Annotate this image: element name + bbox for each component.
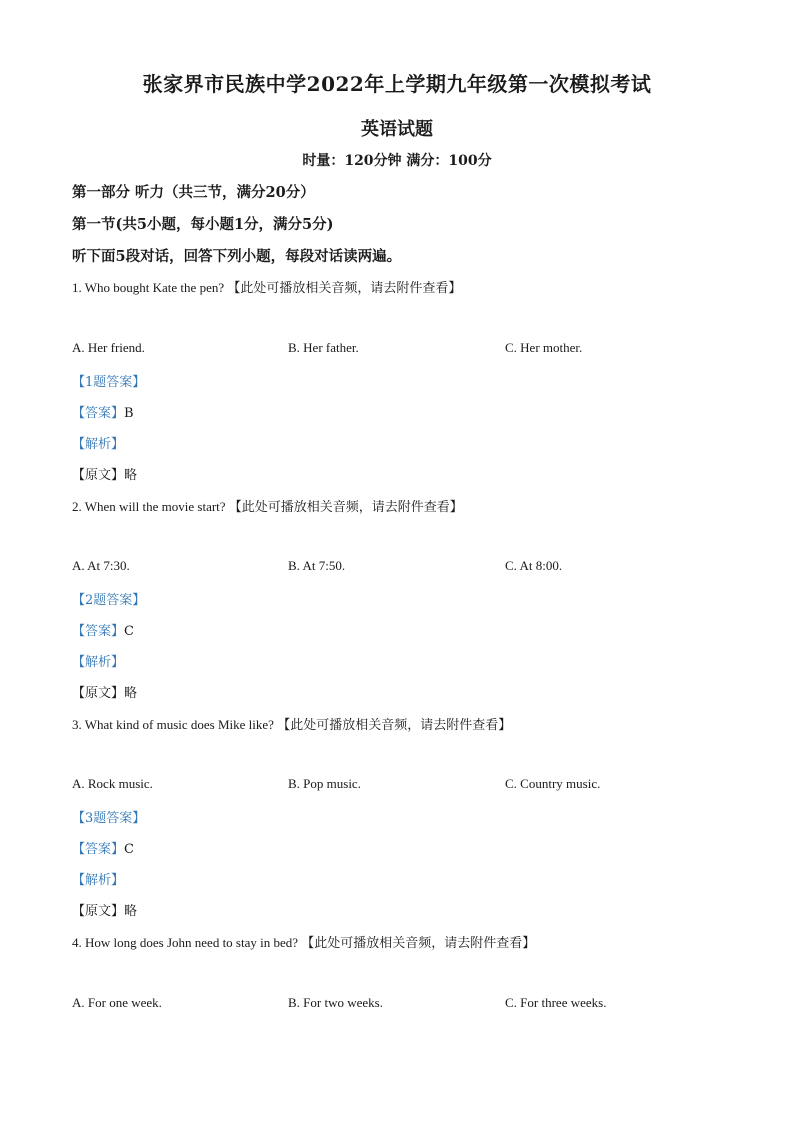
exam-title: 张家界市民族中学2022年上学期九年级第一次模拟考试 bbox=[142, 72, 652, 96]
question-2-text: 2. When will the movie start? 【此处可播放相关音频，请去附件查看】 bbox=[72, 499, 463, 514]
answer-label: 【答案】 bbox=[72, 842, 125, 857]
answer-value: B bbox=[124, 406, 134, 421]
question-3-text: 3. What kind of music does Mike like? 【此处可播放相关音频，请去附件查看】 bbox=[72, 717, 512, 732]
question-3-option-a: A. Rock music. bbox=[72, 776, 153, 791]
instruction-text: 听下面5段对话，回答下列小题，每段对话读两遍。 bbox=[72, 248, 402, 265]
question-4-text: 4. How long does John need to stay in bed? 【此处可播放相关音频，请去附件查看】 bbox=[72, 935, 536, 950]
question-1-option-c: C. Her mother. bbox=[505, 340, 583, 355]
question-4-option-a: A. For one week. bbox=[72, 995, 162, 1010]
question-1-original bbox=[72, 464, 137, 483]
question-2-analysis-label: 【解析】 bbox=[72, 655, 125, 670]
question-4-option-b: B. For two weeks. bbox=[288, 995, 383, 1010]
section-heading: 第一节(共5小题，每小题1分，满分5分) bbox=[72, 216, 334, 233]
question-3-option-c: C. Country music. bbox=[505, 776, 601, 791]
question-1-answer bbox=[72, 402, 134, 421]
question-3-analysis-label: 【解析】 bbox=[72, 873, 125, 888]
question-2-answer bbox=[72, 620, 134, 639]
original-value: 略 bbox=[124, 686, 138, 701]
question-3-answer bbox=[72, 838, 134, 857]
question-1-text: 1. Who bought Kate the pen? 【此处可播放相关音频，请去附件查看】 bbox=[72, 280, 462, 295]
question-4-option-c: C. For three weeks. bbox=[505, 995, 607, 1010]
exam-subtitle: 英语试题 bbox=[361, 119, 433, 140]
original-label: 【原文】 bbox=[72, 686, 125, 701]
question-2-answer-heading: 【2题答案】 bbox=[72, 593, 146, 608]
question-1-option-a: A. Her friend. bbox=[72, 340, 145, 355]
question-3-option-b: B. Pop music. bbox=[288, 776, 361, 791]
question-2-option-c: C. At 8:00. bbox=[505, 558, 563, 573]
original-value: 略 bbox=[124, 904, 138, 919]
question-2-option-b: B. At 7:50. bbox=[288, 558, 346, 573]
answer-value: C bbox=[124, 842, 134, 857]
answer-label: 【答案】 bbox=[72, 406, 125, 421]
question-3-answer-heading: 【3题答案】 bbox=[72, 811, 146, 826]
question-2-original bbox=[72, 682, 137, 701]
question-2-option-a: A. At 7:30. bbox=[72, 558, 130, 573]
question-1-answer-heading: 【1题答案】 bbox=[72, 375, 146, 390]
answer-value: C bbox=[124, 624, 134, 639]
original-label: 【原文】 bbox=[72, 468, 125, 483]
question-3-original bbox=[72, 900, 137, 919]
question-1-analysis-label: 【解析】 bbox=[72, 437, 125, 452]
answer-label: 【答案】 bbox=[72, 624, 125, 639]
part-heading: 第一部分 听力（共三节，满分20分） bbox=[72, 184, 315, 201]
exam-meta: 时量：120分钟 满分：100分 bbox=[302, 153, 492, 169]
original-label: 【原文】 bbox=[72, 904, 125, 919]
original-value: 略 bbox=[124, 468, 138, 483]
question-1-option-b: B. Her father. bbox=[288, 340, 359, 355]
